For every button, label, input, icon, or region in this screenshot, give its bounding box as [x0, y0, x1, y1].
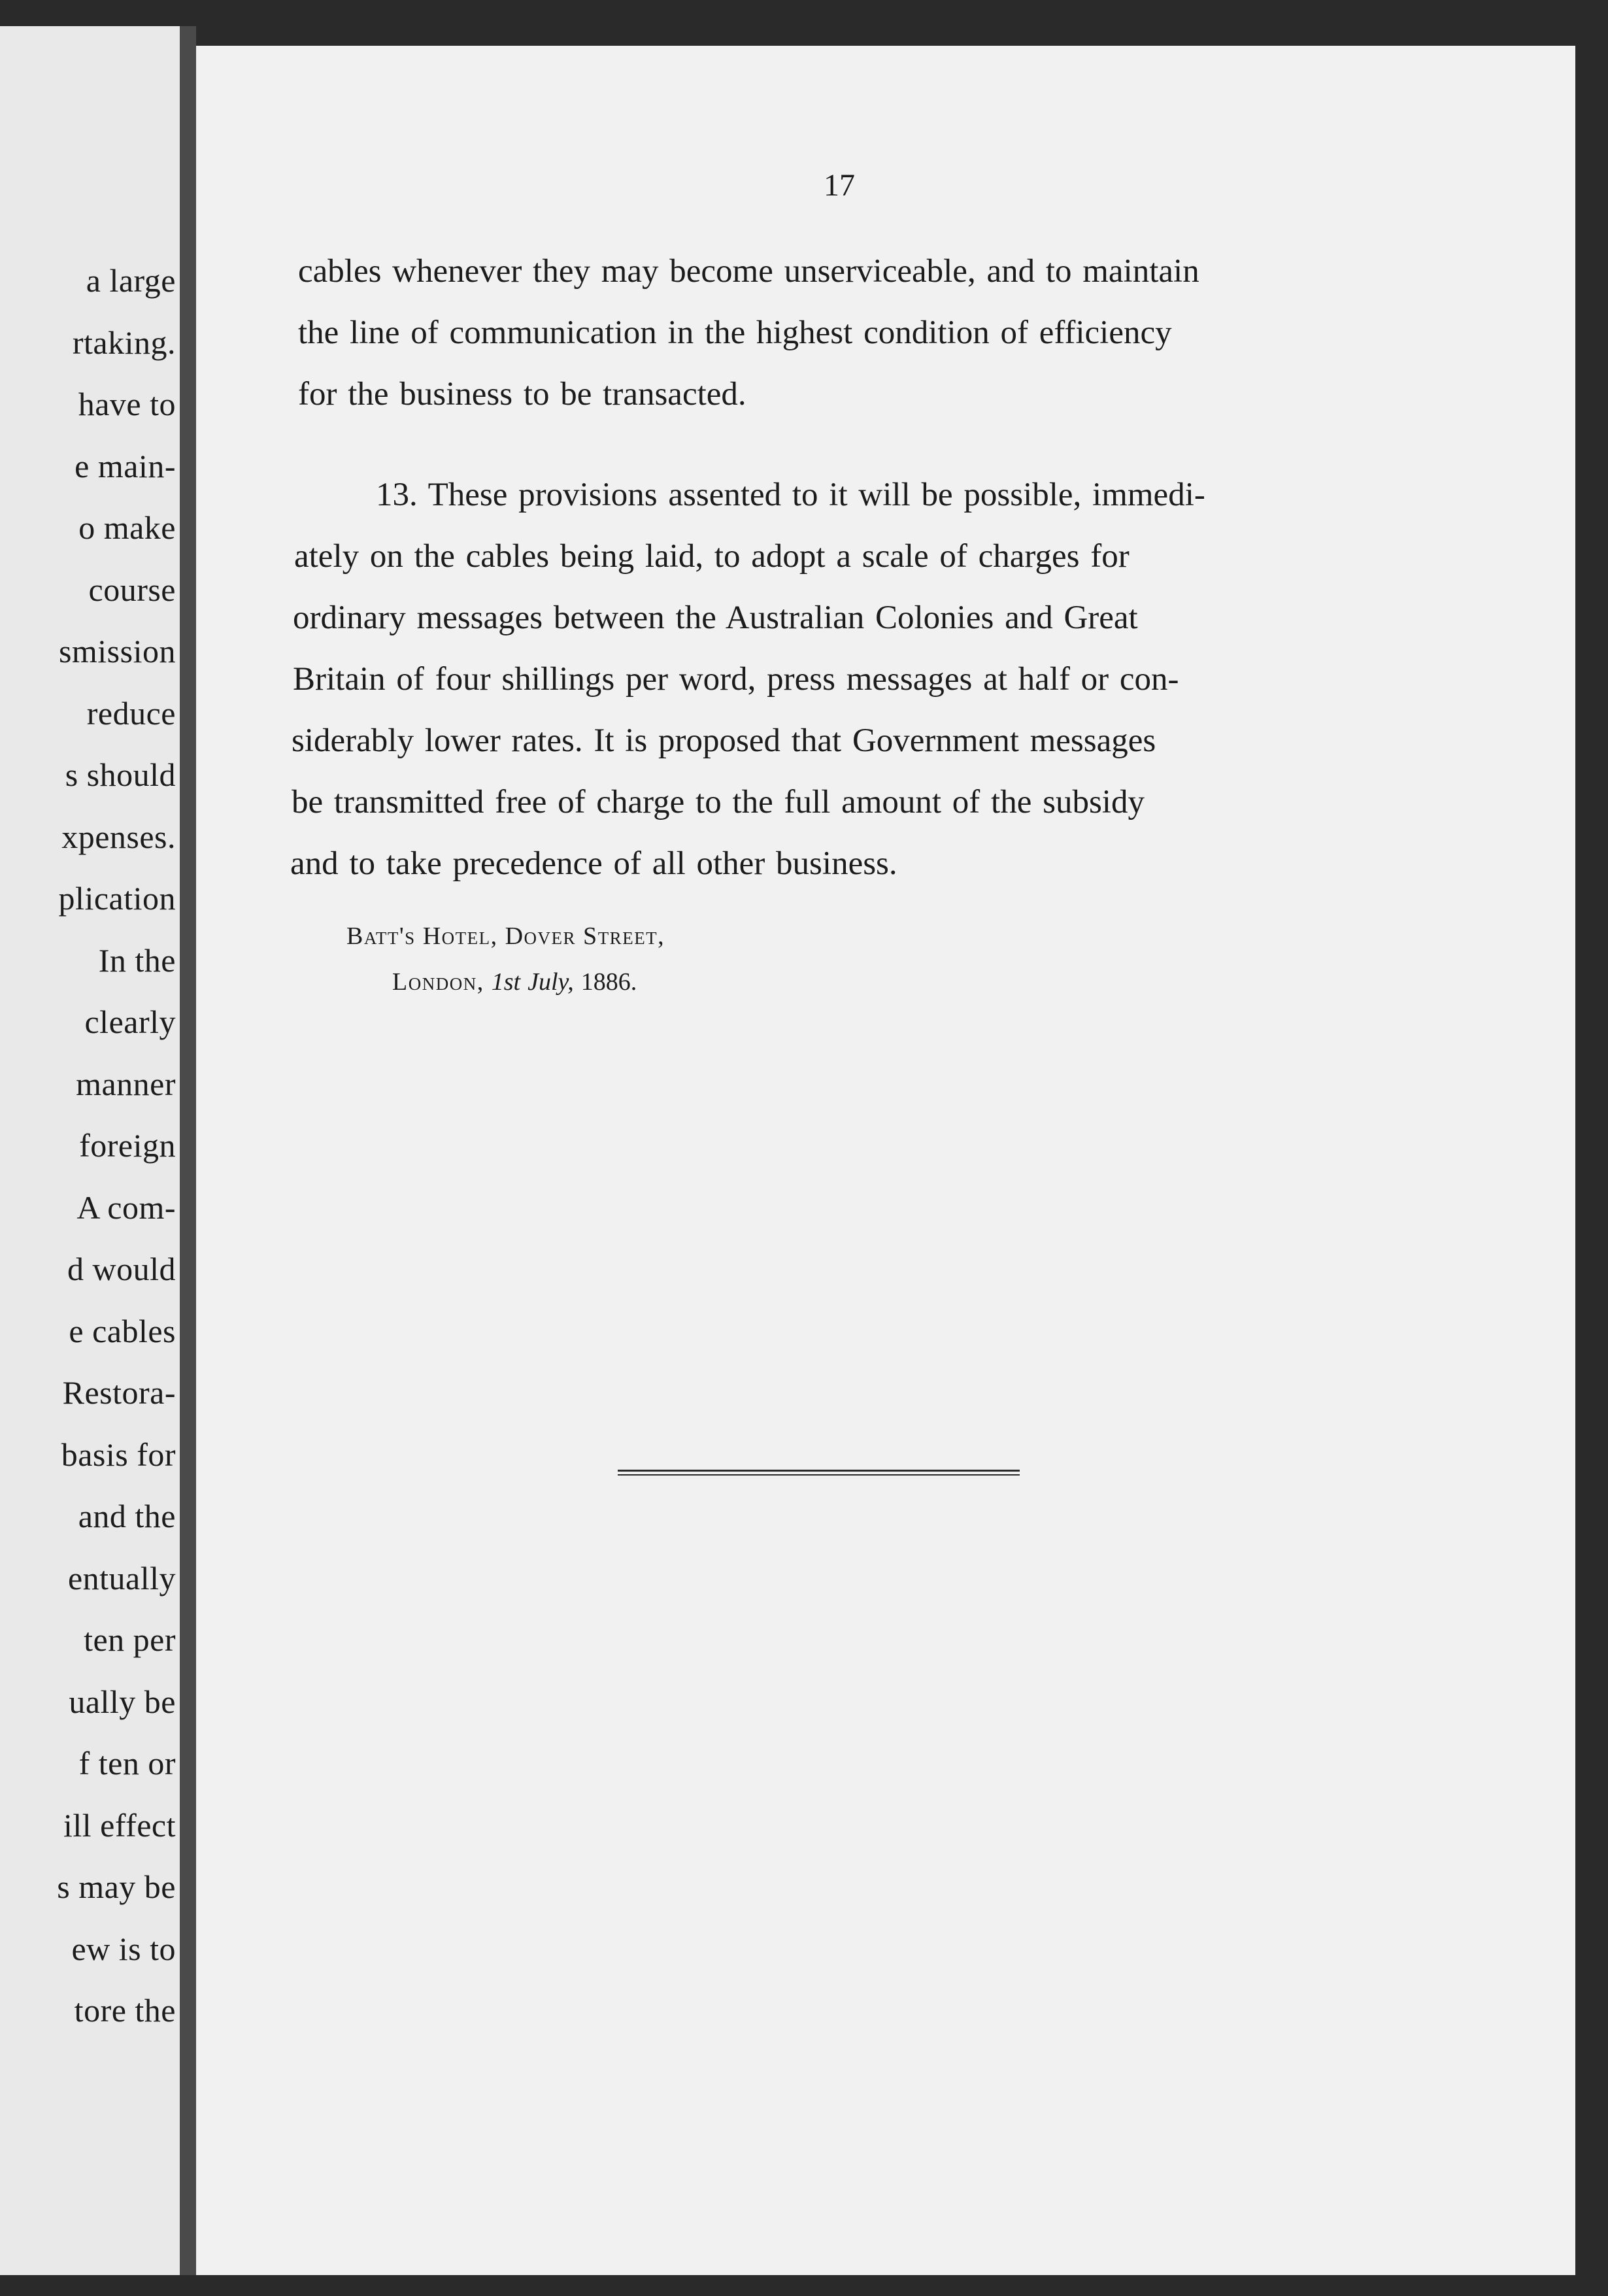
paragraph-line: for the business to be transacted.: [298, 376, 746, 413]
paragraph-line: siderably lower rates. It is proposed that Government messages: [292, 722, 1156, 759]
paragraph-line: and to take precedence of all other business.: [290, 845, 897, 882]
signature-date-line: [392, 968, 637, 996]
paragraph-line: the line of communication in the highest condition of efficiency: [298, 314, 1172, 351]
signature-address: Batt's Hotel, Dover Street,: [346, 922, 665, 950]
paragraph-line: be transmitted free of charge to the full amount of the subsidy: [292, 784, 1145, 820]
left-page-line: s should: [65, 756, 176, 793]
signature-city: London,: [392, 968, 484, 996]
left-page-line: xpenses.: [61, 818, 176, 855]
signature-day: 1st: [491, 968, 521, 996]
left-page-line: d would: [67, 1251, 176, 1287]
left-page-line: manner: [76, 1065, 176, 1102]
left-page-line: entually: [67, 1559, 176, 1596]
left-page-line: o make: [78, 509, 176, 546]
left-page-line: s may be: [57, 1868, 176, 1905]
left-page-line: plication: [58, 880, 176, 917]
paragraph-line: 13. These provisions assented to it will be possible, immedi-: [376, 477, 1205, 513]
left-page-line: ill effect: [63, 1806, 176, 1844]
left-page-line: e main-: [75, 447, 176, 484]
left-page-line: smission: [58, 633, 176, 669]
left-page-line: rtaking.: [72, 324, 176, 361]
page-number: 17: [824, 168, 855, 203]
left-page-line: course: [88, 571, 176, 608]
left-page-fragment: [0, 26, 180, 2275]
paragraph-line: ately on the cables being laid, to adopt a scale of charges for: [294, 538, 1130, 575]
left-page-line: clearly: [84, 1004, 176, 1040]
left-page-line: e cables: [69, 1312, 176, 1349]
left-page-line: and the: [78, 1498, 176, 1534]
left-page-line: ew is to: [71, 1930, 176, 1967]
left-page-line: A com-: [76, 1189, 176, 1226]
left-page-line: reduce: [86, 694, 176, 732]
right-page: [196, 46, 1575, 2275]
left-page-line: foreign: [79, 1127, 176, 1164]
left-page-line: ten per: [84, 1621, 176, 1658]
paragraph-line: Britain of four shillings per word, press messages at half or con-: [293, 661, 1179, 698]
book-gutter: [180, 26, 196, 2275]
section-divider: [618, 1470, 1020, 1476]
signature-year: 1886.: [580, 968, 637, 996]
left-page-line: ually be: [69, 1683, 176, 1720]
left-page-line: have to: [78, 386, 176, 422]
left-page-line: a large: [86, 262, 176, 299]
left-page-line: basis for: [61, 1436, 176, 1473]
left-page-line: tore the: [74, 1992, 176, 2029]
left-page-line: In the: [98, 941, 176, 979]
left-page-line: Restora-: [62, 1374, 176, 1411]
paragraph-line: cables whenever they may become unserviceable, and to maintain: [298, 253, 1199, 290]
signature-month: July,: [528, 968, 574, 996]
paragraph-line: ordinary messages between the Australian Colonies and Great: [293, 599, 1138, 636]
left-page-line: f ten or: [78, 1745, 176, 1781]
